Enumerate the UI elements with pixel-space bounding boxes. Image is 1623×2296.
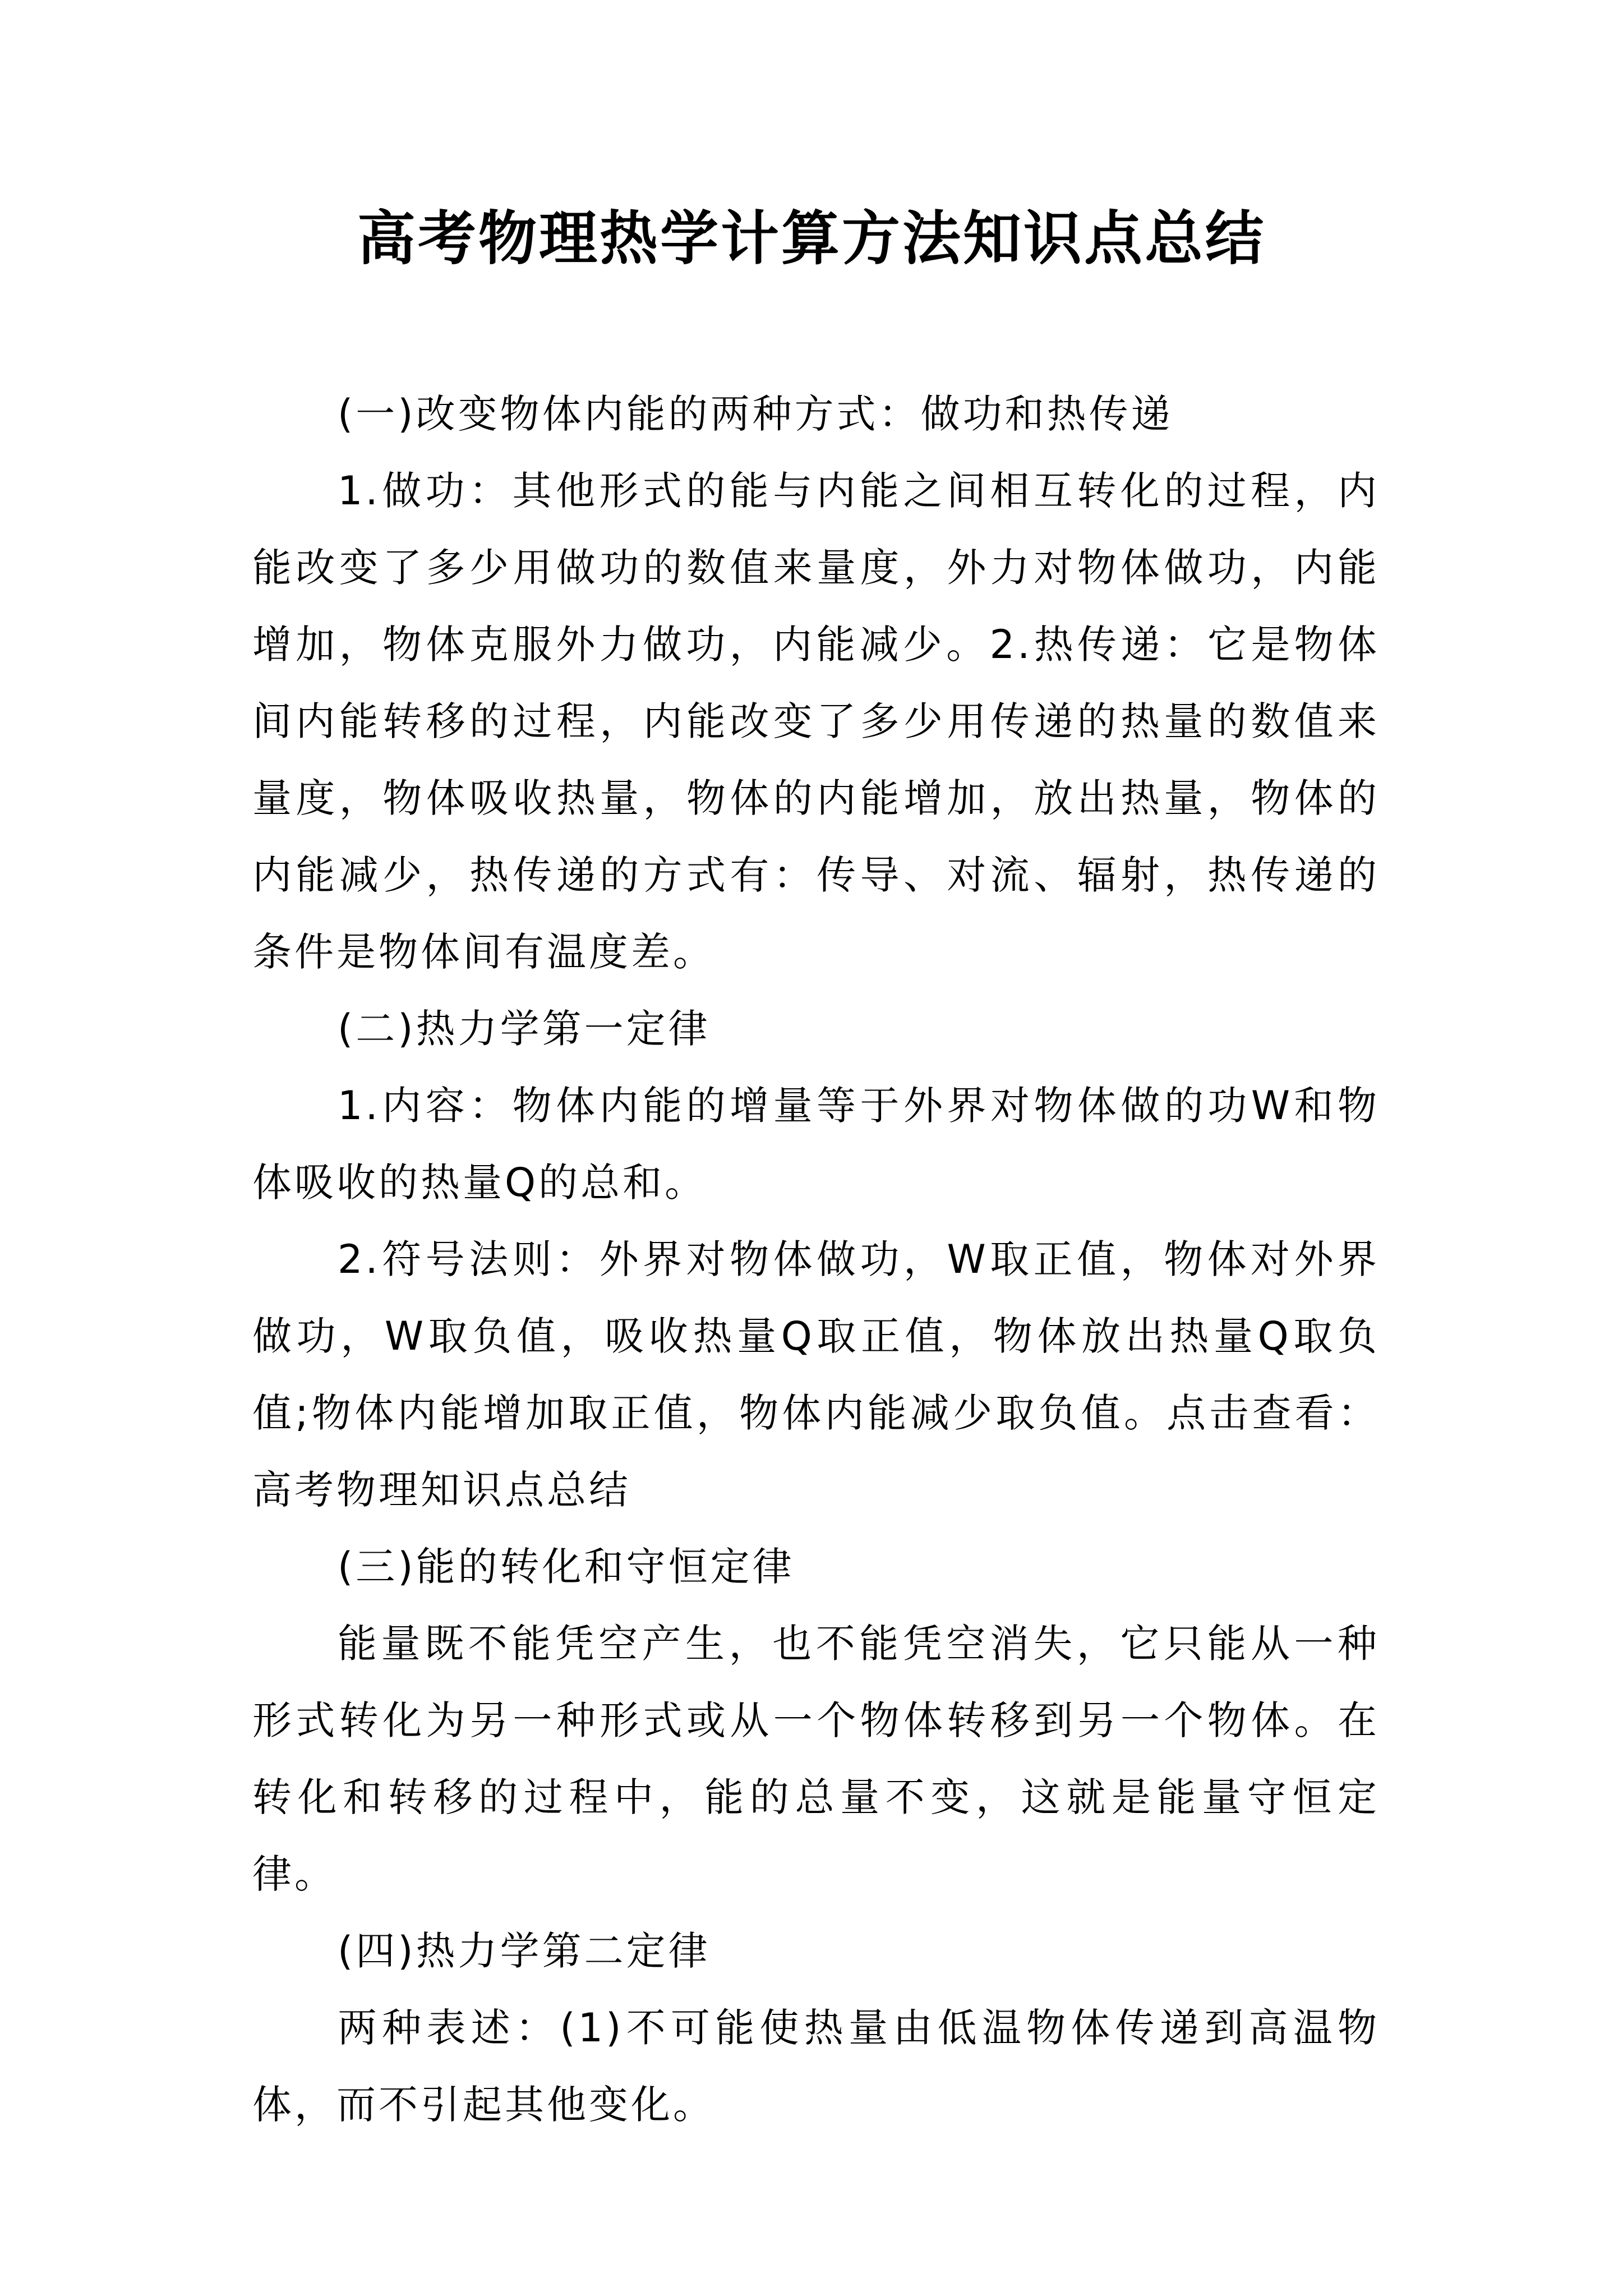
- document-body: [252, 376, 1380, 2143]
- document-title: 高考物理热学计算方法知识点总结: [357, 204, 1266, 273]
- paragraph-heading-2: (二)热力学第一定律: [338, 1006, 711, 1052]
- paragraph: 1.做功：其他形式的能与内能之间相互转化的过程，内能改变了多少用做功的数值来量度，外力对物体做功，内能增加，物体克服外力做功，内能减少。2.热传递：它是物体间内能转移的过程，内能改变了多少用传递的热量的数值来量度，物体吸收热量，物体的内能增加，放出热量，物体的内能减少，热传递的方式有：传导、对流、辐射，热传递的条件是物体间有温度差。: [252, 468, 1380, 975]
- paragraph-heading-3: (三)能的转化和守恒定律: [338, 1544, 795, 1590]
- paragraph: 两种表述：(1)不可能使热量由低温物体传递到高温物体，而不引起其他变化。: [252, 2005, 1380, 2128]
- paragraph-heading-1: (一)改变物体内能的两种方式：做功和热传递: [338, 391, 1173, 437]
- paragraph: 1.内容：物体内能的增量等于外界对物体做的功W和物体吸收的热量Q的总和。: [252, 1083, 1380, 1205]
- paragraph: 2.符号法则：外界对物体做功，W取正值，物体对外界做功，W取负值，吸收热量Q取正值，物体放出热量Q取负值;物体内能增加取正值，物体内能减少取负值。点击查看：高考物理知识点总结: [252, 1236, 1380, 1513]
- paragraph: 能量既不能凭空产生，也不能凭空消失，它只能从一种形式转化为另一种形式或从一个物体转移到另一个物体。在转化和转移的过程中，能的总量不变，这就是能量守恒定律。: [252, 1621, 1380, 1897]
- paragraph-heading-4: (四)热力学第二定律: [338, 1928, 711, 1974]
